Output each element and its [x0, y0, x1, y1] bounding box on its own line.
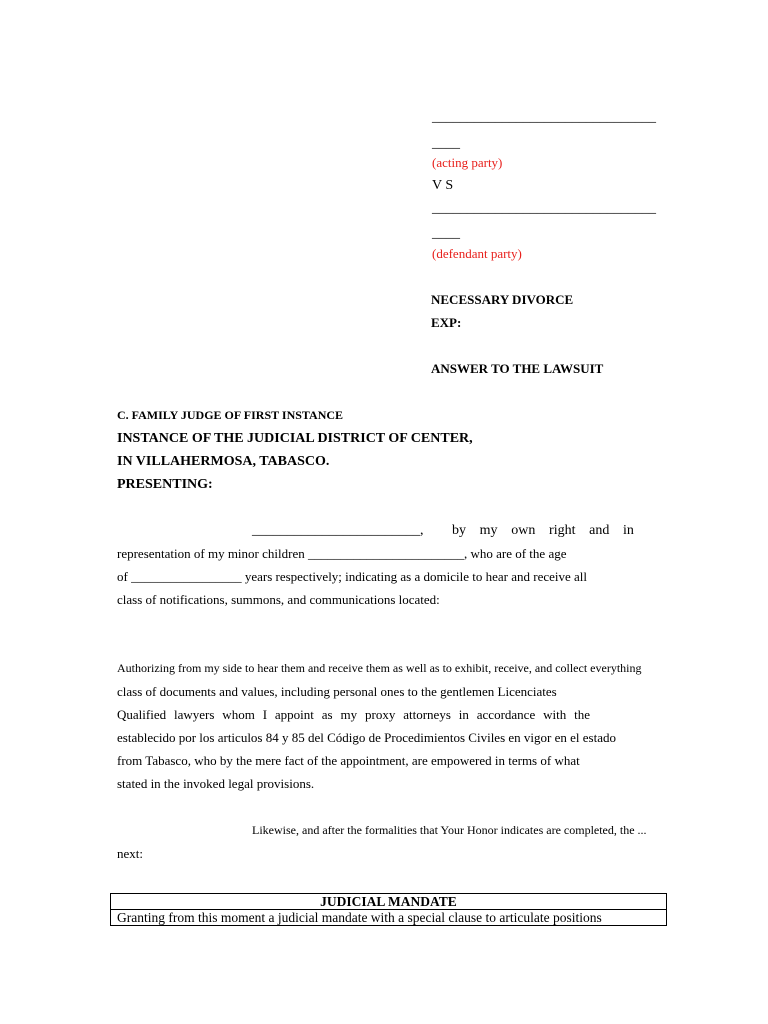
para1-line-3: of _________________ years respectively; indicating as a domicile to hear and receive all [117, 569, 588, 584]
para2-line-3: Qualified lawyers whom I appoint as my proxy attorneys in accordance with the [117, 707, 590, 722]
para2-line-4: establecido por los articulos 84 y 85 del Código de Procedimientos Civiles en vigor en el estado [117, 730, 616, 745]
acting-party-label: (acting party) [432, 155, 503, 170]
judicial-mandate-table [110, 893, 667, 926]
acting-party-blank: ________________________________ [432, 110, 656, 125]
table-cell: Granting from this moment a judicial mandate with a special clause to articulate positions [111, 910, 667, 926]
para1-word: by [452, 523, 466, 538]
addressee-line-2: INSTANCE OF THE JUDICIAL DISTRICT OF CENTER, [117, 431, 473, 446]
table-row [111, 910, 667, 926]
para1-line1-words [452, 523, 634, 539]
para2-line-6: stated in the invoked legal provisions. [117, 776, 315, 791]
versus-label: V S [432, 178, 454, 193]
acting-party-blank-tail: ____ [432, 136, 460, 151]
para1-line-2: representation of my minor children ________________________, who are of the age [117, 546, 567, 561]
para1-word: and [589, 523, 610, 538]
addressee-line-1: C. FAMILY JUDGE OF FIRST INSTANCE [117, 408, 344, 422]
para3-line-1: Likewise, and after the formalities that Your Honor indicates are completed, the ... [252, 823, 647, 837]
para2-line-5: from Tabasco, who by the mere fact of the appointment, are empowered in terms of what [117, 753, 580, 768]
defendant-party-label: (defendant party) [432, 246, 522, 261]
para2-line-1: Authorizing from my side to hear them and receive them as well as to exhibit, receive, and collect everything [117, 661, 642, 675]
case-type: NECESSARY DIVORCE [431, 292, 574, 307]
table-heading: JUDICIAL MANDATE [111, 894, 667, 910]
para1-word: in [623, 523, 634, 538]
defendant-party-blank-tail: ____ [432, 226, 460, 241]
para1-name-blank: ________________________, [252, 523, 424, 538]
addressee-line-4: PRESENTING: [117, 477, 213, 492]
table-row [111, 894, 667, 910]
addressee-line-3: IN VILLAHERMOSA, TABASCO. [117, 454, 330, 469]
para1-word: my [479, 523, 498, 538]
para3-line-2: next: [117, 846, 143, 861]
para1-word: right [549, 523, 576, 538]
document-title: ANSWER TO THE LAWSUIT [431, 361, 604, 376]
para2-line-2: class of documents and values, including personal ones to the gentlemen Licenciates [117, 684, 557, 699]
para1-line-4: class of notifications, summons, and communications located: [117, 592, 440, 607]
defendant-party-blank: ________________________________ [432, 201, 656, 216]
case-exp: EXP: [431, 315, 462, 330]
para1-word: own [511, 523, 536, 538]
